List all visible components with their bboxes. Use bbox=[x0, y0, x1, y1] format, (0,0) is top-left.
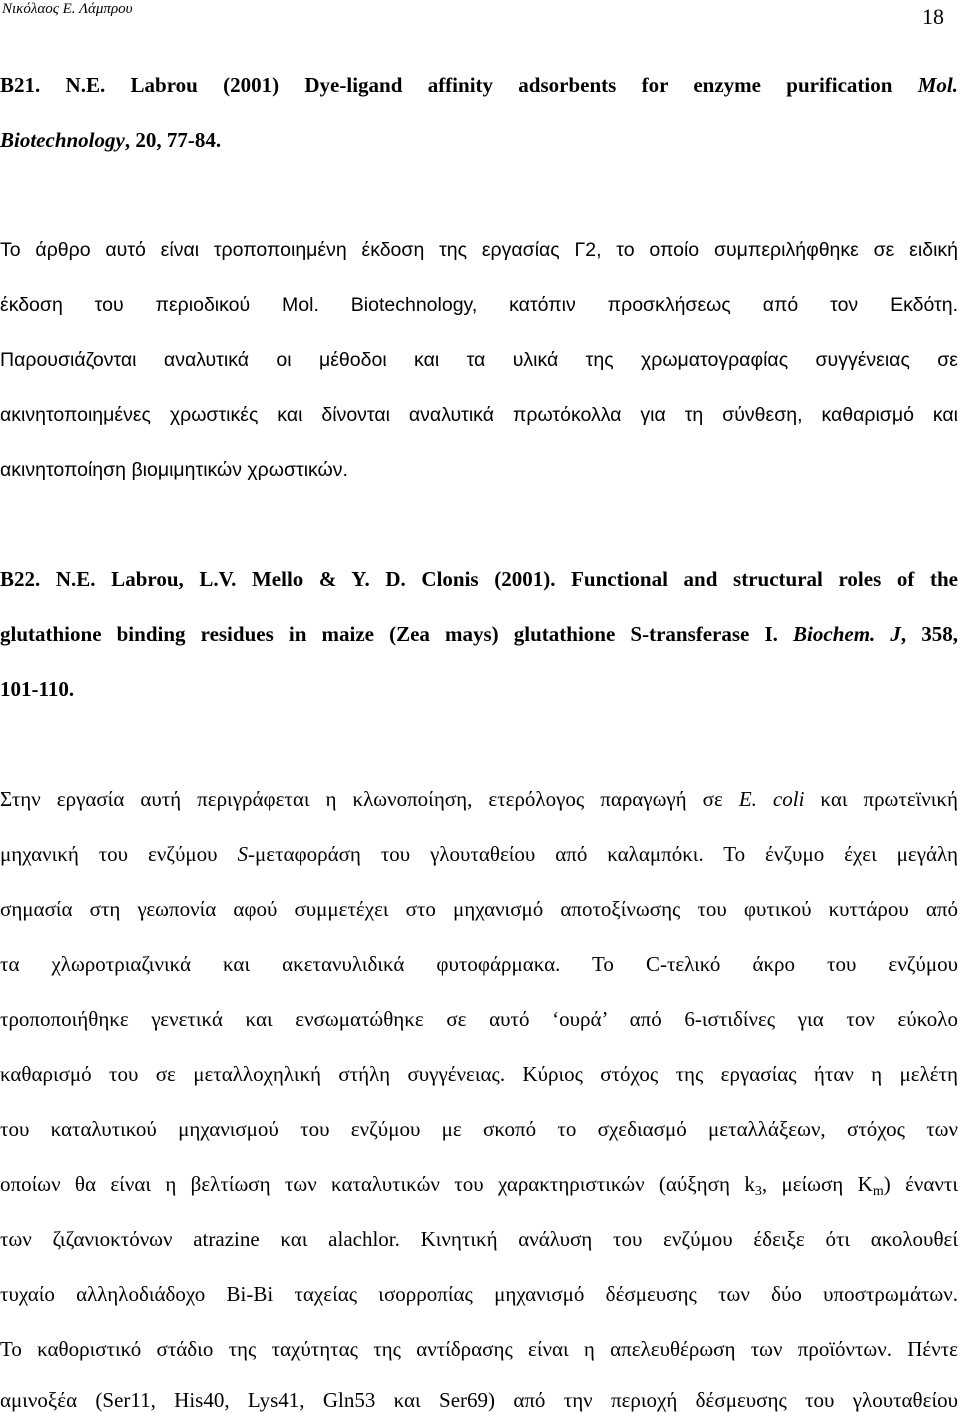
b22-description-line: αμινοξέα (Ser11, His40, Lys41, Gln53 και Ser69) από την περιοχή δέσμευσης του γλουταθείου bbox=[0, 1388, 958, 1412]
b21-description-line: ακινητοποιημένες χρωστικές και δίνονται αναλυτικά πρωτόκολλα για τη σύνθεση, καθαρισμό και bbox=[0, 404, 958, 426]
reference-b22-line-3: 101-110. bbox=[0, 677, 75, 701]
journal-name: Mol. bbox=[917, 73, 958, 97]
journal-name: Biochem. J bbox=[793, 622, 901, 646]
b22-description-line: οποίων θα είναι η βελτίωση των καταλυτικών του χαρακτηριστικών (αύξηση $k_3$, μείωση $K_m$) έναντι bbox=[0, 1172, 958, 1197]
b22-description-line: τυχαίο αλληλοδιάδοχο Bi-Bi ταχείας ισορροπίας μηχανισμό δέσμευσης των δύο υποστρωμάτων. bbox=[0, 1282, 958, 1306]
reference-b21-line-2: Biotechnology, 20, 77-84. bbox=[0, 128, 222, 152]
page-number: 18 bbox=[922, 4, 944, 29]
b22-description-line: τροποποιήθηκε γενετικά και ενσωματώθηκε σε αυτό ‘ουρά’ από 6-ιστιδίνες για τον εύκολο bbox=[0, 1007, 958, 1031]
reference-b21-line-1: B21. N.E. Labrou (2001) Dye-ligand affinity adsorbents for enzyme purification Mol. bbox=[0, 73, 958, 97]
b22-description-line: τα χλωροτριαζινικά και ακετανυλιδικά φυτοφάρμακα. Το C-τελικό άκρο του ενζύμου bbox=[0, 952, 958, 976]
journal-name: Biotechnology bbox=[0, 128, 125, 152]
b21-description-line: ακινητοποίηση βιομιμητικών χρωστικών. bbox=[0, 459, 348, 481]
b22-description-line: του καταλυτικού μηχανισμού του ενζύμου με σκοπό το σχεδιασμό μεταλλάξεων, στόχος των bbox=[0, 1117, 958, 1141]
reference-b22-line-1: B22. N.E. Labrou, L.V. Mello & Y. D. Clonis (2001). Functional and structural roles of the bbox=[0, 567, 958, 591]
b22-description-line: Στην εργασία αυτή περιγράφεται η κλωνοποίηση, ετερόλογος παραγωγή σε E. coli και πρωτεϊνική bbox=[0, 787, 958, 811]
b22-description-line: των ζιζανιοκτόνων atrazine και alachlor. Κινητική ανάλυση του ενζύμου έδειξε ότι ακολουθεί bbox=[0, 1227, 958, 1251]
b21-description-line: Παρουσιάζονται αναλυτικά οι μέθοδοι και τα υλικά της χρωματογραφίας συγγένειας σε bbox=[0, 349, 958, 371]
b21-description-line: έκδοση του περιοδικού Mol. Biotechnology, κατόπιν προσκλήσεως από τον Εκδότη. bbox=[0, 294, 958, 316]
reference-b22-line-2: glutathione binding residues in maize (Zea mays) glutathione S-transferase I. Biochem. J, 358, bbox=[0, 622, 958, 646]
organism-name: E. coli bbox=[738, 787, 805, 811]
b22-description-line: σημασία στη γεωπονία αφού συμμετέχει στο μηχανισμό αποτοξίνωσης του φυτικού κυττάρου από bbox=[0, 897, 958, 921]
b22-description-line: Το καθοριστικό στάδιο της ταχύτητας της αντίδρασης είναι η απελευθέρωση των προϊόντων. Πέντε bbox=[0, 1337, 958, 1361]
b21-description-line: Το άρθρο αυτό είναι τροποποιημένη έκδοση της εργασίας Γ2, το οποίο συμπεριλήφθηκε σε ειδική bbox=[0, 239, 958, 261]
b22-description-line: μηχανική του ενζύμου S-μεταφοράση του γλουταθείου από καλαμπόκι. Το ένζυμο έχει μεγάλη bbox=[0, 842, 958, 866]
header-author: Νικόλαος Ε. Λάμπρου bbox=[2, 1, 133, 17]
b22-description-line: καθαρισμό του σε μεταλλοχηλική στήλη συγγένειας. Κύριος στόχος της εργασίας ήταν η μελέτη bbox=[0, 1062, 958, 1086]
